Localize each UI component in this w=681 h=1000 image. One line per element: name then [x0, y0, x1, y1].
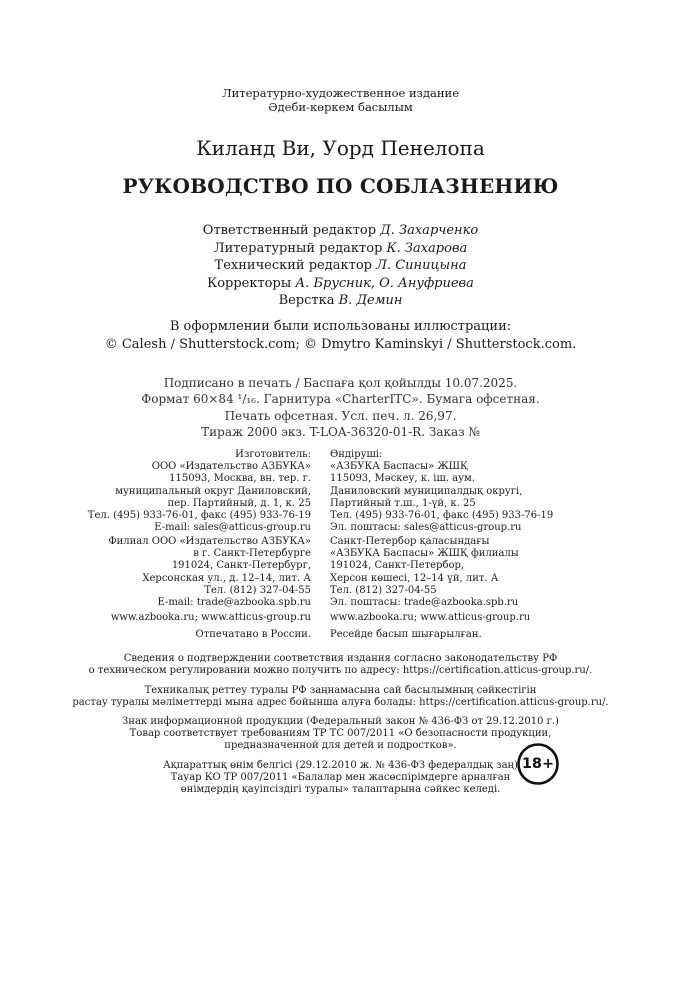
credit-line: Литературный редактор К. Захарова — [213, 240, 468, 256]
website-ru: www.azbooka.ru; www.atticus-group.ru — [110, 612, 311, 623]
credit-line: Технический редактор Л. Синицына — [214, 258, 467, 274]
edition-type — [0, 86, 681, 114]
credit-line: Ответственный редактор Д. Захарченко — [202, 223, 479, 238]
credits — [0, 222, 681, 310]
print-info: Подписано в печать / Баспаға қол қойылды 10.07.2025. Формат 60×84 ¹/₁₆. Гарнитура «CharterITC». Бумага офсетная. Печать офсетная. Усл. печ. л. 26,97. Тираж 2000 экз. T-LOA-36320-01-R. Заказ № — [141, 376, 540, 440]
info-sign-kz: Ақпараттық өнім белгісі (29.12.2010 ж. № 436-ФЗ федералдық заң) Тауар КО ТР 007/2011 «Балалар мен жасөспірімдерге арналған өнімдердің қауіпсіздігі туралы» талаптарына сәйкес келеді. — [163, 760, 518, 796]
branch-ru: Филиал ООО «Издательство АЗБУКА» в г. Санкт-Петербурге 191024, Санкт-Петербург, Херсонская ул., д. 12–14, лит. А Тел. (812) 327-04-55 E-mail: trade@azbooka.spb.ru — [108, 536, 311, 609]
certification-ru: Сведения о подтверждении соответствия издания согласно законодательству РФ о техническом регулировании можно получить по адресу: https://certification.atticus-group.ru/. — [88, 653, 593, 677]
book-title: РУКОВОДСТВО ПО СОБЛАЗНЕНИЮ — [122, 174, 559, 198]
manufacturer-kz: Өндіруші: «АЗБУКА Баспасы» ЖШҚ 115093, Мәскеу, к. іш. аум. Даниловский муниципалдық округі, Партийный т.ш., 1-үй, к. 25 Тел. (495) 933-76-01, факс (495) 933-76-19 Эл. поштасы: sales@atticus-group.ru — [330, 449, 554, 534]
branch-kz: Санкт-Петербор қаласындағы «АЗБУКА Баспасы» ЖШҚ филиалы 191024, Санкт-Петербор, Херсон көшесі, 12–14 үй, лит. А Тел. (812) 327-04-55 Эл. поштасы: trade@azbooka.spb.ru — [330, 536, 519, 609]
credit-line: Верстка В. Демин — [278, 293, 403, 309]
edition-type-kz: Әдеби-көркем басылым — [268, 100, 413, 114]
illustrations-credit: В оформлении были использованы иллюстрации: © Calesh / Shutterstock.com; © Dmytro Kaminskyi / Shutterstock.com. — [104, 319, 577, 352]
certification-kz: Техникалық реттеу туралы РФ заңнамасына сай басылымның сәйкестігін растау туралы мәліметтерді мына адрес бойынша алуға болады: https://certification.atticus-group.ru/. — [72, 685, 609, 709]
authors: Киланд Ви, Уорд Пенелопа — [196, 136, 485, 160]
info-sign-ru: Знак информационной продукции (Федеральный закон № 436-ФЗ от 29.12.2010 г.) Товар соответствует требованиям ТР ТС 007/2011 «О безопасности продукции, предназначенной для детей и подростков». — [122, 716, 559, 752]
printed-in-kz: Ресейде басып шығарылған. — [330, 629, 482, 640]
website-kz: www.azbooka.ru; www.atticus-group.ru — [330, 612, 531, 623]
age-rating-label: 18+ — [521, 756, 555, 772]
manufacturer-ru: Изготовитель: ООО «Издательство АЗБУКА» 115093, Москва, вн. тер. г. муниципальный округ Даниловский, пер. Партийный, д. 1, к. 25 Тел. (495) 933-76-01, факс (495) 933-76-19 E-mail: sales@atticus-group.ru — [87, 449, 311, 534]
printed-in-ru: Отпечатано в России. — [195, 629, 311, 640]
credit-line: Корректоры А. Брусник, О. Ануфриева — [207, 275, 474, 291]
edition-type-ru: Литературно-художественное издание — [221, 86, 460, 100]
age-rating-badge — [516, 742, 560, 786]
